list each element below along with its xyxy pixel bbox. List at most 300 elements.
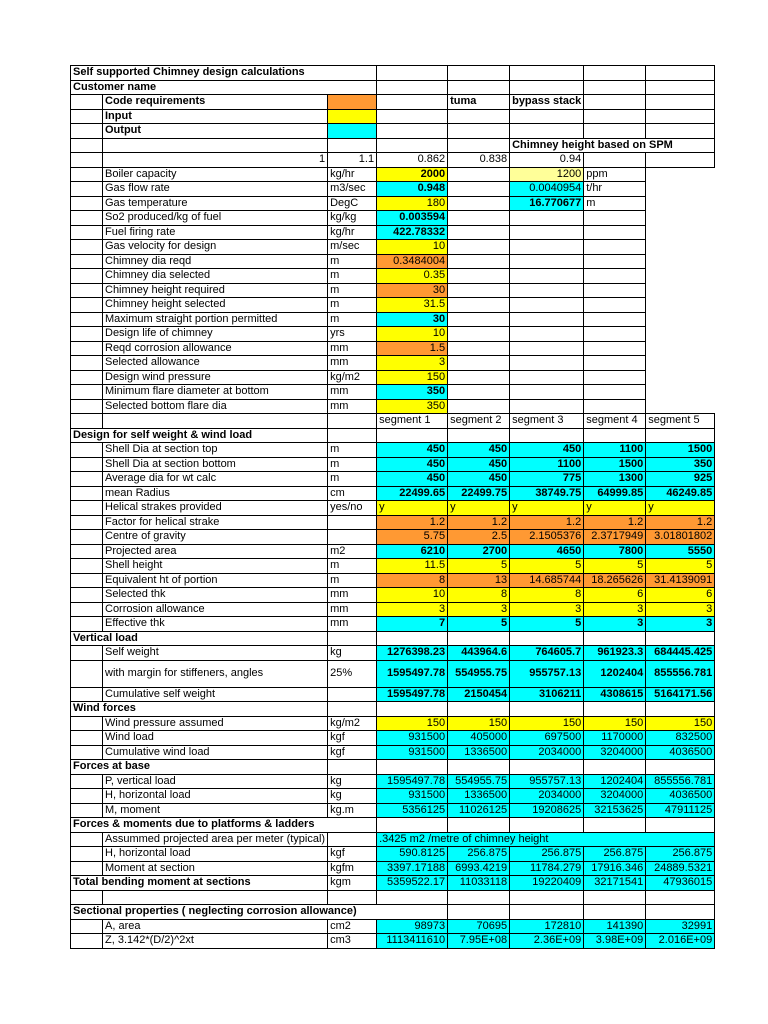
sheet-cell[interactable]: Boiler capacity	[103, 167, 328, 182]
sheet-cell[interactable]	[377, 138, 448, 153]
sheet-cell[interactable]: 931500	[377, 745, 448, 760]
sheet-cell[interactable]	[71, 559, 103, 574]
sheet-cell[interactable]: y	[510, 501, 584, 516]
sheet-cell[interactable]: 590.8125	[377, 847, 448, 862]
sheet-cell[interactable]: 4308615	[584, 687, 646, 702]
sheet-cell[interactable]: 30	[377, 312, 448, 327]
sheet-cell[interactable]: Shell height	[103, 559, 328, 574]
sheet-cell[interactable]: m	[328, 283, 377, 298]
sheet-cell[interactable]: 47911125	[646, 803, 715, 818]
sheet-cell[interactable]: 14.685744	[510, 573, 584, 588]
sheet-cell[interactable]: Total bending moment at sections	[71, 876, 328, 891]
sheet-cell[interactable]: 1.2	[448, 515, 510, 530]
sheet-cell[interactable]	[510, 211, 584, 226]
sheet-cell[interactable]: m2	[328, 544, 377, 559]
sheet-cell[interactable]	[448, 240, 510, 255]
sheet-cell[interactable]: m	[328, 254, 377, 269]
sheet-cell[interactable]: 172810	[510, 919, 584, 934]
sheet-cell[interactable]: Chimney height selected	[103, 298, 328, 313]
sheet-cell[interactable]: yrs	[328, 327, 377, 342]
sheet-cell[interactable]	[510, 80, 584, 95]
sheet-cell[interactable]: 1500	[584, 457, 646, 472]
sheet-cell[interactable]	[448, 254, 510, 269]
sheet-cell[interactable]	[584, 702, 646, 717]
sheet-cell[interactable]: Assummed projected area per meter (typical)	[103, 832, 328, 847]
sheet-cell[interactable]	[71, 414, 103, 429]
sheet-cell[interactable]: Chimney height based on SPM	[510, 138, 715, 153]
sheet-cell[interactable]: cm	[328, 486, 377, 501]
sheet-cell[interactable]: 5	[584, 559, 646, 574]
sheet-cell[interactable]	[584, 153, 646, 168]
sheet-cell[interactable]	[71, 472, 103, 487]
sheet-cell[interactable]	[510, 385, 584, 400]
sheet-cell[interactable]: 150	[510, 716, 584, 731]
sheet-cell[interactable]: y	[377, 501, 448, 516]
sheet-cell[interactable]: 256.875	[646, 847, 715, 862]
sheet-cell[interactable]	[448, 124, 510, 139]
sheet-cell[interactable]: 925	[646, 472, 715, 487]
sheet-cell[interactable]: 775	[510, 472, 584, 487]
sheet-cell[interactable]	[510, 428, 584, 443]
sheet-cell[interactable]	[584, 225, 646, 240]
sheet-cell[interactable]	[71, 544, 103, 559]
sheet-cell[interactable]: 0.948	[377, 182, 448, 197]
sheet-cell[interactable]	[510, 890, 584, 905]
sheet-cell[interactable]	[377, 95, 448, 110]
sheet-cell[interactable]: 98973	[377, 919, 448, 934]
sheet-cell[interactable]: Z, 3.142*(D/2)^2xt	[103, 934, 328, 949]
sheet-cell[interactable]: 832500	[646, 731, 715, 746]
sheet-cell[interactable]	[510, 269, 584, 284]
sheet-cell[interactable]: Gas velocity for design	[103, 240, 328, 255]
sheet-cell[interactable]: m/sec	[328, 240, 377, 255]
sheet-cell[interactable]: m3/sec	[328, 182, 377, 197]
sheet-cell[interactable]	[328, 138, 377, 153]
sheet-cell[interactable]: 3204000	[584, 789, 646, 804]
sheet-cell[interactable]	[71, 646, 103, 661]
sheet-cell[interactable]	[71, 240, 103, 255]
sheet-cell[interactable]: Design wind pressure	[103, 370, 328, 385]
sheet-cell[interactable]	[584, 905, 646, 920]
sheet-cell[interactable]	[103, 890, 328, 905]
sheet-cell[interactable]: 141390	[584, 919, 646, 934]
sheet-cell[interactable]: y	[646, 501, 715, 516]
sheet-cell[interactable]: 38749.75	[510, 486, 584, 501]
sheet-cell[interactable]	[377, 702, 448, 717]
sheet-cell[interactable]: mm	[328, 617, 377, 632]
sheet-cell[interactable]	[448, 211, 510, 226]
sheet-cell[interactable]: 2150454	[448, 687, 510, 702]
sheet-cell[interactable]: segment 1	[377, 414, 448, 429]
sheet-cell[interactable]	[510, 298, 584, 313]
sheet-cell[interactable]: 3	[646, 617, 715, 632]
sheet-cell[interactable]: cm3	[328, 934, 377, 949]
sheet-cell[interactable]	[646, 760, 715, 775]
sheet-cell[interactable]	[377, 818, 448, 833]
sheet-cell[interactable]: P, vertical load	[103, 774, 328, 789]
sheet-cell[interactable]: Shell Dia at section top	[103, 443, 328, 458]
sheet-cell[interactable]	[646, 153, 715, 168]
sheet-cell[interactable]	[71, 861, 103, 876]
sheet-cell[interactable]: Output	[103, 124, 328, 139]
sheet-cell[interactable]	[448, 399, 510, 414]
sheet-cell[interactable]	[71, 443, 103, 458]
sheet-cell[interactable]	[584, 890, 646, 905]
sheet-cell[interactable]	[328, 760, 377, 775]
sheet-cell[interactable]: kg	[328, 789, 377, 804]
sheet-cell[interactable]: Fuel firing rate	[103, 225, 328, 240]
sheet-cell[interactable]: Design for self weight & wind load	[71, 428, 328, 443]
sheet-cell[interactable]: 955757.13	[510, 774, 584, 789]
sheet-cell[interactable]: 3.01801802	[646, 530, 715, 545]
sheet-cell[interactable]: 3	[584, 617, 646, 632]
sheet-cell[interactable]: 150	[584, 716, 646, 731]
sheet-cell[interactable]: kg	[328, 646, 377, 661]
sheet-cell[interactable]	[646, 95, 715, 110]
sheet-cell[interactable]: 0.3484004	[377, 254, 448, 269]
sheet-cell[interactable]	[510, 283, 584, 298]
sheet-cell[interactable]	[71, 341, 103, 356]
sheet-cell[interactable]	[328, 631, 377, 646]
sheet-cell[interactable]: 5	[646, 559, 715, 574]
sheet-cell[interactable]: 32991	[646, 919, 715, 934]
sheet-cell[interactable]: Selected allowance	[103, 356, 328, 371]
sheet-cell[interactable]	[510, 631, 584, 646]
sheet-cell[interactable]	[328, 428, 377, 443]
sheet-cell[interactable]	[584, 370, 646, 385]
sheet-cell[interactable]: kg/hr	[328, 167, 377, 182]
sheet-cell[interactable]: 6	[584, 588, 646, 603]
sheet-cell[interactable]: 6210	[377, 544, 448, 559]
sheet-cell[interactable]: 450	[377, 472, 448, 487]
sheet-cell[interactable]	[646, 66, 715, 81]
sheet-cell[interactable]: kg.m	[328, 803, 377, 818]
sheet-cell[interactable]: 955757.13	[510, 660, 584, 687]
sheet-cell[interactable]	[71, 254, 103, 269]
sheet-cell[interactable]: 1336500	[448, 745, 510, 760]
sheet-cell[interactable]	[510, 399, 584, 414]
sheet-cell[interactable]: A, area	[103, 919, 328, 934]
sheet-cell[interactable]	[71, 803, 103, 818]
sheet-cell[interactable]	[448, 428, 510, 443]
sheet-cell[interactable]: 31.4139091	[646, 573, 715, 588]
sheet-cell[interactable]	[584, 312, 646, 327]
sheet-cell[interactable]	[510, 905, 584, 920]
sheet-cell[interactable]: Selected thk	[103, 588, 328, 603]
sheet-cell[interactable]: 3	[584, 602, 646, 617]
sheet-cell[interactable]: 450	[448, 457, 510, 472]
sheet-cell[interactable]: 1170000	[584, 731, 646, 746]
sheet-cell[interactable]: Cumulative wind load	[103, 745, 328, 760]
sheet-cell[interactable]	[448, 269, 510, 284]
sheet-cell[interactable]: 1500	[646, 443, 715, 458]
sheet-cell[interactable]: 0.35	[377, 269, 448, 284]
sheet-cell[interactable]	[71, 225, 103, 240]
sheet-cell[interactable]: 24889.5321	[646, 861, 715, 876]
sheet-cell[interactable]: M, moment	[103, 803, 328, 818]
sheet-cell[interactable]	[510, 370, 584, 385]
sheet-cell[interactable]: Chimney dia selected	[103, 269, 328, 284]
sheet-cell[interactable]: 70695	[448, 919, 510, 934]
sheet-cell[interactable]: 1202404	[584, 660, 646, 687]
sheet-cell[interactable]: 2034000	[510, 745, 584, 760]
sheet-cell[interactable]	[510, 327, 584, 342]
sheet-cell[interactable]: Equivalent ht of portion	[103, 573, 328, 588]
sheet-cell[interactable]	[71, 356, 103, 371]
sheet-cell[interactable]	[646, 109, 715, 124]
sheet-cell[interactable]: 350	[377, 399, 448, 414]
sheet-cell[interactable]: Corrosion allowance	[103, 602, 328, 617]
sheet-cell[interactable]	[328, 832, 377, 847]
sheet-cell[interactable]: Projected area	[103, 544, 328, 559]
sheet-cell[interactable]: 0.94	[510, 153, 584, 168]
sheet-cell[interactable]: mm	[328, 602, 377, 617]
sheet-cell[interactable]	[510, 109, 584, 124]
sheet-cell[interactable]: 1595497.78	[377, 687, 448, 702]
sheet-cell[interactable]: mm	[328, 341, 377, 356]
sheet-cell[interactable]: 6	[646, 588, 715, 603]
sheet-cell[interactable]	[328, 414, 377, 429]
sheet-cell[interactable]	[646, 890, 715, 905]
sheet-cell[interactable]: 5164171.56	[646, 687, 715, 702]
sheet-cell[interactable]	[71, 617, 103, 632]
sheet-cell[interactable]	[448, 818, 510, 833]
sheet-cell[interactable]	[71, 153, 103, 168]
sheet-cell[interactable]: 3106211	[510, 687, 584, 702]
sheet-cell[interactable]: Wind pressure assumed	[103, 716, 328, 731]
sheet-cell[interactable]: .3425 m2 /metre of chimney height	[377, 832, 715, 847]
sheet-cell[interactable]: m	[328, 573, 377, 588]
sheet-cell[interactable]	[328, 95, 377, 110]
sheet-cell[interactable]: DegC	[328, 196, 377, 211]
sheet-cell[interactable]: mm	[328, 356, 377, 371]
sheet-cell[interactable]	[448, 905, 510, 920]
sheet-cell[interactable]: 22499.65	[377, 486, 448, 501]
sheet-cell[interactable]: Wind load	[103, 731, 328, 746]
sheet-cell[interactable]: segment 2	[448, 414, 510, 429]
sheet-cell[interactable]	[377, 66, 448, 81]
sheet-cell[interactable]	[103, 138, 328, 153]
sheet-cell[interactable]: Forces at base	[71, 760, 328, 775]
sheet-cell[interactable]: Code requirements	[103, 95, 328, 110]
sheet-cell[interactable]	[510, 66, 584, 81]
sheet-cell[interactable]: 3397.17188	[377, 861, 448, 876]
sheet-cell[interactable]	[448, 890, 510, 905]
sheet-cell[interactable]	[71, 457, 103, 472]
sheet-cell[interactable]: 2.016E+09	[646, 934, 715, 949]
sheet-cell[interactable]: 0.0040954	[510, 182, 584, 197]
sheet-cell[interactable]: t/hr	[584, 182, 646, 197]
sheet-cell[interactable]: m	[328, 472, 377, 487]
sheet-cell[interactable]: 4036500	[646, 789, 715, 804]
sheet-cell[interactable]	[584, 631, 646, 646]
sheet-cell[interactable]: y	[448, 501, 510, 516]
sheet-cell[interactable]: 1200	[510, 167, 584, 182]
sheet-cell[interactable]	[71, 312, 103, 327]
sheet-cell[interactable]: 554955.75	[448, 660, 510, 687]
sheet-cell[interactable]: 405000	[448, 731, 510, 746]
sheet-cell[interactable]: 5	[510, 559, 584, 574]
sheet-cell[interactable]	[328, 890, 377, 905]
sheet-cell[interactable]	[71, 789, 103, 804]
sheet-cell[interactable]: 2.1505376	[510, 530, 584, 545]
sheet-cell[interactable]: kgf	[328, 731, 377, 746]
sheet-cell[interactable]: 1100	[510, 457, 584, 472]
sheet-cell[interactable]	[71, 832, 103, 847]
sheet-cell[interactable]	[71, 109, 103, 124]
sheet-cell[interactable]: 422.78332	[377, 225, 448, 240]
sheet-cell[interactable]	[71, 283, 103, 298]
sheet-cell[interactable]: with margin for stiffeners, angles	[103, 660, 328, 687]
sheet-cell[interactable]: 11.5	[377, 559, 448, 574]
sheet-cell[interactable]	[71, 602, 103, 617]
sheet-cell[interactable]: 4036500	[646, 745, 715, 760]
sheet-cell[interactable]: 2000	[377, 167, 448, 182]
sheet-cell[interactable]	[71, 660, 103, 687]
sheet-cell[interactable]: 256.875	[584, 847, 646, 862]
sheet-cell[interactable]: Input	[103, 109, 328, 124]
sheet-cell[interactable]	[448, 385, 510, 400]
sheet-cell[interactable]	[584, 66, 646, 81]
sheet-cell[interactable]	[377, 109, 448, 124]
sheet-cell[interactable]	[510, 702, 584, 717]
sheet-cell[interactable]: 18.265626	[584, 573, 646, 588]
sheet-cell[interactable]: kgf	[328, 847, 377, 862]
sheet-cell[interactable]: 5	[448, 617, 510, 632]
sheet-cell[interactable]: 3	[510, 602, 584, 617]
sheet-cell[interactable]	[646, 80, 715, 95]
sheet-cell[interactable]: 2.3717949	[584, 530, 646, 545]
sheet-cell[interactable]	[584, 109, 646, 124]
sheet-cell[interactable]: 5550	[646, 544, 715, 559]
sheet-cell[interactable]: 7.95E+08	[448, 934, 510, 949]
sheet-cell[interactable]	[584, 399, 646, 414]
sheet-cell[interactable]	[377, 428, 448, 443]
sheet-cell[interactable]: H, horizontal load	[103, 789, 328, 804]
sheet-cell[interactable]	[71, 501, 103, 516]
sheet-cell[interactable]	[584, 356, 646, 371]
sheet-cell[interactable]: Design life of chimney	[103, 327, 328, 342]
sheet-cell[interactable]: Chimney dia reqd	[103, 254, 328, 269]
sheet-cell[interactable]: Factor for helical strake	[103, 515, 328, 530]
sheet-cell[interactable]	[584, 95, 646, 110]
sheet-cell[interactable]: Forces & moments due to platforms & ladders	[71, 818, 377, 833]
sheet-cell[interactable]	[448, 66, 510, 81]
sheet-cell[interactable]: 855556.781	[646, 774, 715, 789]
sheet-cell[interactable]: Gas flow rate	[103, 182, 328, 197]
sheet-cell[interactable]: Customer name	[71, 80, 377, 95]
sheet-cell[interactable]: kgm	[328, 876, 377, 891]
sheet-cell[interactable]: 350	[646, 457, 715, 472]
sheet-cell[interactable]	[646, 631, 715, 646]
sheet-cell[interactable]	[448, 109, 510, 124]
sheet-cell[interactable]: Wind forces	[71, 702, 328, 717]
sheet-cell[interactable]	[448, 327, 510, 342]
sheet-cell[interactable]: 2.5	[448, 530, 510, 545]
sheet-cell[interactable]: 3	[377, 602, 448, 617]
sheet-cell[interactable]	[71, 370, 103, 385]
sheet-cell[interactable]: segment 3	[510, 414, 584, 429]
sheet-cell[interactable]: 5	[448, 559, 510, 574]
sheet-cell[interactable]	[71, 124, 103, 139]
sheet-cell[interactable]: 10	[377, 588, 448, 603]
sheet-cell[interactable]: Self weight	[103, 646, 328, 661]
sheet-cell[interactable]: 3	[448, 602, 510, 617]
sheet-cell[interactable]: 256.875	[510, 847, 584, 862]
sheet-cell[interactable]: ppm	[584, 167, 646, 182]
sheet-cell[interactable]	[71, 716, 103, 731]
sheet-cell[interactable]: 0.003594	[377, 211, 448, 226]
sheet-cell[interactable]: 450	[448, 443, 510, 458]
sheet-cell[interactable]: 1300	[584, 472, 646, 487]
sheet-cell[interactable]: 47936015	[646, 876, 715, 891]
sheet-cell[interactable]	[448, 167, 510, 182]
sheet-cell[interactable]	[584, 80, 646, 95]
sheet-cell[interactable]: 5.75	[377, 530, 448, 545]
sheet-cell[interactable]: 961923.3	[584, 646, 646, 661]
sheet-cell[interactable]	[448, 631, 510, 646]
sheet-cell[interactable]: 22499.75	[448, 486, 510, 501]
sheet-cell[interactable]: kg/kg	[328, 211, 377, 226]
sheet-cell[interactable]: Moment at section	[103, 861, 328, 876]
sheet-cell[interactable]	[377, 124, 448, 139]
sheet-cell[interactable]	[71, 530, 103, 545]
sheet-cell[interactable]: 5356125	[377, 803, 448, 818]
sheet-cell[interactable]: yes/no	[328, 501, 377, 516]
sheet-cell[interactable]: Gas temperature	[103, 196, 328, 211]
sheet-cell[interactable]: 1.2	[584, 515, 646, 530]
sheet-cell[interactable]	[71, 934, 103, 949]
sheet-cell[interactable]	[71, 298, 103, 313]
sheet-cell[interactable]	[448, 341, 510, 356]
sheet-cell[interactable]: 1113411610	[377, 934, 448, 949]
sheet-cell[interactable]	[584, 124, 646, 139]
sheet-cell[interactable]: 150	[646, 716, 715, 731]
sheet-cell[interactable]: 2700	[448, 544, 510, 559]
sheet-cell[interactable]	[584, 341, 646, 356]
sheet-cell[interactable]	[328, 702, 377, 717]
sheet-cell[interactable]: kg/hr	[328, 225, 377, 240]
sheet-cell[interactable]: mm	[328, 399, 377, 414]
sheet-cell[interactable]: 1.2	[510, 515, 584, 530]
sheet-cell[interactable]	[71, 515, 103, 530]
sheet-cell[interactable]: 150	[377, 370, 448, 385]
sheet-cell[interactable]	[71, 385, 103, 400]
sheet-cell[interactable]: 0.862	[377, 153, 448, 168]
sheet-cell[interactable]	[377, 760, 448, 775]
sheet-cell[interactable]	[448, 760, 510, 775]
sheet-cell[interactable]: 1100	[584, 443, 646, 458]
sheet-cell[interactable]	[510, 312, 584, 327]
sheet-cell[interactable]: m	[328, 298, 377, 313]
sheet-cell[interactable]	[71, 327, 103, 342]
sheet-cell[interactable]: kg/m2	[328, 370, 377, 385]
sheet-cell[interactable]	[448, 312, 510, 327]
sheet-cell[interactable]: 8	[377, 573, 448, 588]
sheet-cell[interactable]: 180	[377, 196, 448, 211]
sheet-cell[interactable]: Sectional properties ( neglecting corrosion allowance)	[71, 905, 448, 920]
sheet-cell[interactable]	[103, 414, 328, 429]
sheet-cell[interactable]: Shell Dia at section bottom	[103, 457, 328, 472]
sheet-cell[interactable]: 19220409	[510, 876, 584, 891]
sheet-cell[interactable]: m	[328, 312, 377, 327]
sheet-cell[interactable]: 5	[510, 617, 584, 632]
sheet-cell[interactable]: 150	[448, 716, 510, 731]
sheet-cell[interactable]: 150	[377, 716, 448, 731]
sheet-cell[interactable]: Maximum straight portion permitted	[103, 312, 328, 327]
sheet-cell[interactable]: y	[584, 501, 646, 516]
sheet-cell[interactable]: m	[328, 457, 377, 472]
